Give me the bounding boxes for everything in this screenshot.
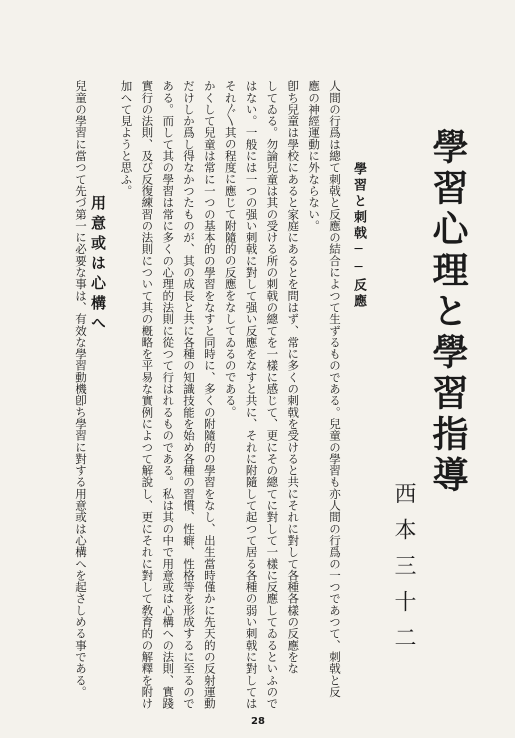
text-line: 卽ち兒童は學校にあると家庭にあるとを問はず、常に多くの刺戟を受けると共にそれに對して各種各樣の反應をな [286, 80, 301, 675]
text-line: ある。而して其の學習は常に多くの心理的法則に從つて行はれるものである。私は其の中で用意或は心構への法則、實踐 [161, 80, 176, 710]
article-title: 學習心理と學習指導 [427, 128, 469, 497]
section-heading-learning-stimulus-response: 學習と刺戟──反應 [351, 162, 366, 310]
section-body-learning-stimulus-response [120, 80, 340, 720]
text-line: かくして兒童は常に一つの基本的の學習をなすと同時に、多くの附隨的の學習をなし、出生當時僅かに先天的の反射運動 [202, 80, 217, 710]
page-number: 28 [251, 716, 265, 727]
text-line: 人間の行爲は總て刺戟と反應の結合によつて生ずるものである。兒童の學習も亦人間の行爲の一つであつて、刺戟と反 [327, 80, 342, 698]
text-line: 應の神經運動に外ならない。 [307, 80, 322, 232]
text-line: 加へて見ようと思ふ。 [119, 80, 134, 197]
text-line: してゐる。勿論兒童は其の受ける所の刺戟の總てを一樣に感じて、更にその總てに對して一樣に反應してゐるといふので [265, 80, 280, 710]
section-body-readiness [56, 80, 86, 720]
section-heading-readiness: 用意或は心構へ [89, 195, 107, 335]
author-name: 西本三十二 [391, 482, 416, 662]
text-line: 實行の法則、及び反復練習の法則について其の槪略を平易な實例によつて解說し、更にそれに對して敎育的の解釋を附け [140, 80, 155, 710]
text-line: それ〴〵其の程度に應じて附隨的の反應をなしてゐるのである。 [223, 80, 238, 418]
text-line: はない。一般には一つの强い刺戟に對して强い反應をなすと共に、それに附隨して起つて居る各種の弱い刺戟に對しては [244, 80, 259, 710]
text-line: だけしか爲し得なかつたものが、其の成長と共に各種の知識技能を始め各種の習慣、性癖、性格等を形成するに至るので [182, 80, 197, 710]
text-line: 兒童の學習に當つて先づ第一に必要な事は、有效な學習動機卽ち學習に對する用意或は心構へを起さしめる事である。 [74, 80, 88, 698]
